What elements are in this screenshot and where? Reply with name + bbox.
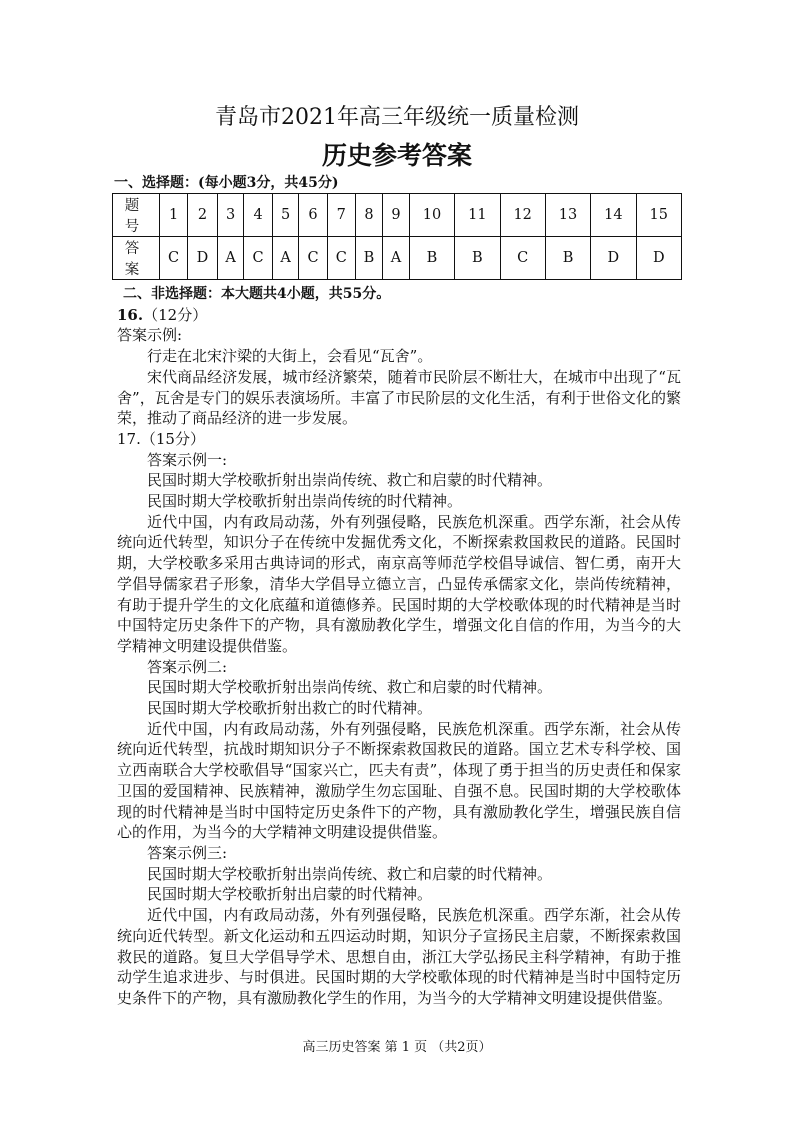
question-number-cell: 2 [188,194,217,237]
answer-cell: C [299,237,327,280]
answer-cell: D [188,237,217,280]
question-score: （15分） [140,429,205,448]
answer-row [113,237,682,280]
answer-paragraph: 民国时期大学校歌折射出崇尚传统的时代精神。 [147,492,463,511]
answer-paragraph: 民国时期大学校歌折射出启蒙的时代精神。 [147,885,433,904]
answer-example-label: 答案示例三: [147,843,228,862]
answer-example-label: 答案示例一: [147,450,228,469]
answer-paragraph: 民国时期大学校歌折射出崇尚传统、救亡和启蒙的时代精神。 [147,678,553,697]
question-16-answer [117,346,681,429]
section1-heading: 一、选择题：(每小题3分，共45分) [114,175,339,191]
question-number-cell: 12 [500,194,545,237]
question-number: 16. [117,305,144,324]
question-number-cell: 10 [409,194,454,237]
page-footer: 高三历史答案 第 1 页 （共2页） [302,1039,492,1055]
question-number-cell: 8 [355,194,382,237]
question-number-cell: 9 [383,194,410,237]
answer-example-label: 答案示例: [117,326,183,345]
question-number-row [113,194,682,237]
answer-cell: C [160,237,188,280]
question-16-header [117,305,681,326]
question-17-answer [117,450,681,1009]
section2-heading: 二、非选择题：本大题共4小题，共55分。 [123,286,391,302]
answer-example-label: 答案示例二: [147,657,228,676]
answer-paragraph: 宋代商品经济发展，城市经济繁荣，随着市民阶层不断壮大，在城市中出现了“瓦舍”，瓦舍是专门的娱乐表演场所。丰富了市民阶层的文化生活，有利于世俗文化的繁荣，推动了商品经济的进一步发展。 [117,367,681,428]
answer-cell: C [244,237,272,280]
row-label: 题 号 [113,194,160,237]
question-number-cell: 1 [160,194,188,237]
question-17-header [117,429,681,450]
answer-paragraph: 民国时期大学校歌折射出崇尚传统、救亡和启蒙的时代精神。 [147,864,553,883]
question-number: 17. [117,429,141,448]
answer-cell: B [455,237,500,280]
document-subtitle: 历史参考答案 [321,141,472,170]
answer-cell: B [409,237,454,280]
answer-cell: B [355,237,382,280]
question-number-cell: 3 [217,194,244,237]
answer-paragraph: 近代中国，内有政局动荡，外有列强侵略，民族危机深重。西学东渐，社会从传统向近代转型，抗战时期知识分子不断探索救国救民的道路。国立艺术专科学校、国立西南联合大学校歌倡导“国家兴亡，匹夫有责”，体现了勇于担当的历史责任和保家卫国的爱国精神、民族精神，激励学生勿忘国耻、自强不息。民国时期的大学校歌体现的时代精神是当时中国特定历史条件下的产物，具有激励教化学生，增强民族自信心的作用，为当今的大学精神文明建设提供借鉴。 [117,719,681,842]
question-number-cell: 7 [327,194,355,237]
answer-paragraph: 近代中国，内有政局动荡，外有列强侵略，民族危机深重。西学东渐，社会从传统向近代转型，知识分子在传统中发掘优秀文化，不断探索救国救民的道路。民国时期，大学校歌多采用古典诗词的形式，南京高等师范学校倡导诚信、智仁勇，南开大学倡导儒家君子形象，清华大学倡导立德立言，凸显传承儒家文化，崇尚传统精神，有助于提升学生的文化底蕴和道德修养。民国时期的大学校歌体现的时代精神是当时中国特定历史条件下的产物，具有激励教化学生，增强文化自信的作用，为当今的大学精神文明建设提供借鉴。 [117,512,681,655]
answer-cell: A [217,237,244,280]
answer-paragraph: 行走在北宋汴梁的大街上，会看见“瓦舍”。 [147,347,433,366]
question-score: （12分） [143,305,208,324]
question-number-cell: 13 [545,194,590,237]
document-body [117,284,681,1009]
question-number-cell: 11 [455,194,500,237]
answer-paragraph: 近代中国，内有政局动荡，外有列强侵略，民族危机深重。西学东渐，社会从传统向近代转型。新文化运动和五四运动时期，知识分子宣扬民主启蒙，不断探索救国救民的道路。复旦大学倡导学术、思想自由，浙江大学弘扬民主科学精神，有助于推动学生追求进步、与时俱进。民国时期的大学校歌体现的时代精神是当时中国特定历史条件下的产物，具有激励教化学生的作用，为当今的大学精神文明建设提供借鉴。 [117,906,681,1007]
answer-table [112,193,682,280]
answer-cell: D [636,237,681,280]
question-number-cell: 5 [272,194,299,237]
answer-paragraph: 民国时期大学校歌折射出救亡的时代精神。 [147,699,433,718]
answer-cell: A [383,237,410,280]
question-number-cell: 14 [591,194,636,237]
document-title: 青岛市2021年高三年级统一质量检测 [215,105,579,130]
question-number-cell: 15 [636,194,681,237]
answer-paragraph: 民国时期大学校歌折射出崇尚传统、救亡和启蒙的时代精神。 [147,471,553,490]
answer-cell: A [272,237,299,280]
question-number-cell: 4 [244,194,272,237]
row-label: 答 案 [113,237,160,280]
answer-cell: C [327,237,355,280]
answer-cell: B [545,237,590,280]
answer-cell: D [591,237,636,280]
answer-cell: C [500,237,545,280]
question-number-cell: 6 [299,194,327,237]
